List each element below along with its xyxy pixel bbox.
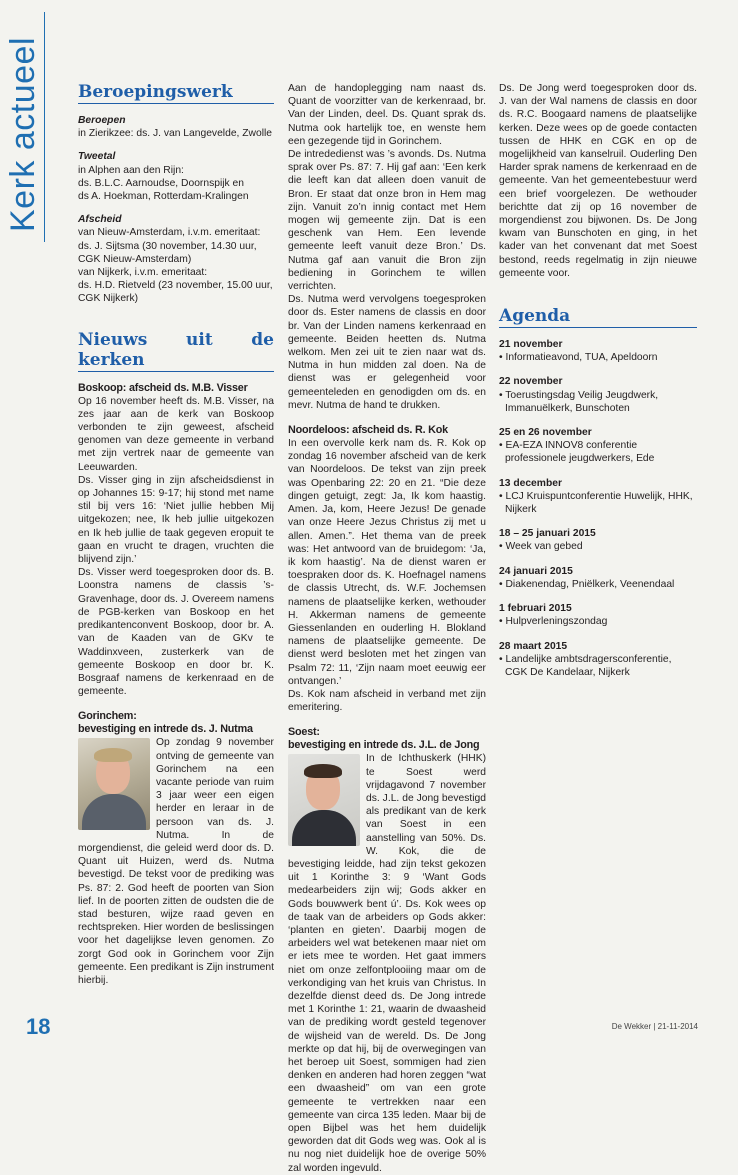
block-label: Beroepen [78,115,126,126]
photo-ds-de-jong [288,754,360,846]
block-line: van Nijkerk, i.v.m. emeritaat: [78,267,208,279]
block-line: ds. J. Sijtsma (30 november, 14.30 uur, [78,240,257,252]
article-title-noordeloos: Noordeloos: afscheid ds. R. Kok [288,424,448,437]
block-line: ds. B.L.C. Aarnoudse, Doornspijk en [78,177,244,189]
article-paragraph: Ds. Visser ging in zijn afscheidsdienst in op Johannes 15: 9-17; hij stond met name stil bij vers 16: ‘Niet jullie hebben Mij uitgekozen; nee, Ik heb jullie uitgekozen en Ik heb jullie de taak gegeven eropuit te gaan en vrucht te dragen, vruchten die blijvend zijn.’ [78,474,274,566]
block-label: Afscheid [78,214,122,226]
article-title-boskoop: Boskoop: afscheid ds. M.B. Visser [78,381,248,394]
agenda-line: CGK De Kandelaar, Nijkerk [505,666,630,678]
agenda-date: 21 november [499,339,563,351]
agenda-line: professionele jeugdwerkers, Ede [505,453,655,465]
agenda-item [499,426,697,466]
block-line: ds. H.D. Rietveld (23 november, 15.00 uur, [78,280,273,292]
block-line: van Nieuw-Amsterdam, i.v.m. emeritaat: [78,227,261,239]
agenda-item [499,527,697,553]
block-line: ds A. Hoekman, Rotterdam-Kralingen [78,191,249,203]
article-title-gorinchem-2: bevestiging en intrede ds. J. Nutma [78,723,253,736]
article-title-soest-2: bevestiging en intrede ds. J.L. de Jong [288,739,480,752]
section-tag: Kerk actueel [4,37,42,232]
agenda-line: • LCJ Kruispuntconferentie Huwelijk, HHK, [499,490,693,502]
block-line: in Zierikzee: ds. J. van Langevelde, Zwolle [78,128,273,140]
agenda-line: • Landelijke ambtsdragersconferentie, [499,653,672,665]
agenda-date: 13 december [499,477,562,489]
article-paragraph: Ds. De Jong werd toegesproken door ds. J. van der Wal namens de classis en door ds. R.C. Boogaard namens de plaatselijke kerken. Deze wees op de goede contacten tussen de HHK en CGK en op de mogelijkheid van kanselruil. Ouderling Den Harder sprak namens de kerkenraad en de gemeente. Van het gemeentebestuur werd een brief voorgelezen. De wethouder berichtte dat zij op 16 november de morgendienst zou bijwonen. Ds. De Jong kwam van Bunschoten en ging, in het kader van het convenant dat met Soest bestond, reeds regelmatig in zijn nieuwe gemeente voor. [499,83,697,279]
article-paragraph: Aan de handoplegging nam naast ds. Quant de voorzitter van de kerkenraad, br. Van der Linden, deel. Ds. Quant sprak ds. Nutma ook hartelijk toe, en wenste hem een gezegende tijd in Gorinchem. [288,83,486,147]
beroepingswerk-block [78,213,274,305]
agenda-item [499,375,697,415]
section-divider-line [44,12,45,242]
agenda-line: • EA-EZA INNOV8 conferentie [499,440,638,452]
agenda-date: 18 – 25 januari 2015 [499,528,596,540]
agenda-line: • Toerustingsdag Veilig Jeugdwerk, [499,389,659,401]
agenda-date: 1 februari 2015 [499,603,572,615]
article-paragraph: Ds. Visser werd toegesproken door ds. B. Loonstra namens de classis ’s-Gravenhage, door ds. J. Overeem namens de PGB-kerken van Boskoop en het predikantenconvent Boskoop, door br. A. van de Kaaden van de GKv te Waddinxveen, zusterkerk van de gemeente Boskoop en door br. K. Bosgraaf namens de kerkenraad en de gemeente. [78,567,274,698]
beroepingswerk-blocks [78,114,274,306]
article-paragraph: Ds. Kok nam afscheid in verband met zijn emeritering. [288,688,486,714]
article-paragraph: Op 16 november heeft ds. M.B. Visser, na zes jaar aan de kerk van Boskoop verbonden te zijn geweest, afscheid genomen van deze gemeente in verband met zijn vertrek naar de gemeente van Leeuwarden. [78,395,274,473]
agenda-line: • Informatieavond, TUA, Apeldoorn [499,352,658,364]
article-paragraph: In een overvolle kerk nam ds. R. Kok op zondag 16 november afscheid van de kerk van Noordeloos. De tekst van zijn preek was Openbaring 22: 20 en 21. “Die deze dingen getuigt, zegt: Ja, Ik kom haastig. Amen. Ja, kom, Heere Jezus! De genade van onze Heere Jezus Christus zij met u allen. Amen.”. Het thema van de preek was: Het antwoord van de bruidegom: ‘Ja, ik kom haastig’. Na de dienst waren er toespraken door ds. K. Hoefnagel namens de classis Utrecht, ds. W.F. Jochemsen namens de plaatselijke kerken, wethouder H. Akkerman namens de gemeente Giessenlanden en ouderling H. Blokland namens de plaatselijke gemeente. De dienst werd besloten met het zingen van Psalm 72: 11, ‘Zijn naam moet eeuwig eer ontvangen.’ [288,438,486,687]
article-title-soest-1: Soest: [288,726,320,739]
agenda-heading: Agenda [499,306,697,328]
article-paragraph: De intrededienst was ’s avonds. Ds. Nutma sprak over Ps. 87: 7. Hij gaf aan: ‘Een kerk die leeft kan dat alleen doen vanuit de Bron. Er staat dat onze bron in Hem mag zijn. Vanuit zo’n innig contact met Hem mogen wij gemeente zijn. Dat is een geschenk van Hem. Een levende gemeente leeft vanuit deze Bron.’ Ds. Nutma gaf aan vanuit die Bron zijn bediening in Gorinchem te willen verrichten. [288,149,486,293]
agenda-list [499,338,697,679]
agenda-date: 25 en 26 november [499,427,592,439]
agenda-date: 28 maart 2015 [499,640,568,652]
block-label: Tweetal [78,151,116,163]
block-line: CGK Nieuw-Amsterdam) [78,253,192,265]
beroepingswerk-block [78,114,274,140]
block-line: CGK Nijkerk) [78,293,139,305]
article-paragraph: Ds. Nutma werd vervolgens toegesproken door ds. Ester namens de classis en door br. Van der Linden namens kerkenraad en gemeente. Beiden heetten ds. Nutma welkom. Men zei uit te zien naar wat ds. Nutma in hun midden zal doen. Na de dienst was er gelegenheid voor gemeenteleden en genodigden om ds. en mevr. Nutma de hand te drukken. [288,294,486,411]
agenda-line: • Hulpverleningszondag [499,616,608,628]
page-number: 18 [26,1014,51,1039]
block-line: in Alphen aan den Rijn: [78,164,184,176]
agenda-line: • Diakenendag, Pniëlkerk, Veenendaal [499,578,675,590]
article-paragraph: Op zondag 9 november ontving de gemeente van Gorinchem na een vacante periode van ruim 3 jaar weer een eigen herder en leraar in de persoon van ds. J. Nutma. In de morgendienst, die geleid werd door ds. D. Quant uit Huizen, werd ds. Nutma bevestigd. De tekst voor de prediking was Ps. 87: 2. God heeft de poorten van Sion lief. In de poorten zitten de oudsten die de stad besturen, wijze raad geven en rechtspreken. Hier worden de beslissingen voor het dagelijkse leven genomen. Zo zorgt God ook in Gorinchem voor Zijn gemeente. Een predikant is Zijn instrument hierbij. [78,737,274,986]
column-1 [78,82,274,987]
agenda-date: 22 november [499,376,563,388]
beroepingswerk-block [78,150,274,203]
agenda-line: Immanuëlkerk, Bunschoten [505,402,630,414]
agenda-date: 24 januari 2015 [499,565,573,577]
column-2 [288,82,486,1175]
agenda-item [499,602,697,628]
agenda-item [499,338,697,364]
agenda-item [499,477,697,517]
article-title-gorinchem-1: Gorinchem: [78,710,137,723]
publication-footer: De Wekker | 21-11-2014 [611,1022,698,1031]
agenda-line: Nijkerk [505,504,537,516]
photo-ds-nutma [78,738,150,830]
agenda-line: • Week van gebed [499,541,583,553]
agenda-item [499,640,697,680]
beroepingswerk-heading: Beroepingswerk [78,82,274,104]
article-paragraph-soest: In de Ichthuskerk (HHK) te Soest werd vrijdagavond 7 november ds. J.L. de Jong bevestigd als predikant van de kerk van Soest in een aanstelling van 50%. Ds. W. Kok, die de bevestiging leidde, had zijn tekst gekozen uit 1 Korinthe 3: 9 ‘Want Gods medearbeiders zijn wij; Gods akker en Gods bouwwerk bent ú’. Ds. Kok wees op de taak van de arbeiders op Gods akker: ‘planten en gieten’. Daarbij mogen de arbeiders wel wat betekenen maar niet om er iets mee te worden. Het gaat immers niet om onze zelfontplooiing maar om de verkondiging van het kruis van Christus. In dezelfde dienst deed ds. De Jong intrede met 1 Korinthe 1: 21, waarin de dwaasheid van de prediking wordt gesteld tegenover de wijsheid van de wereld. Ds. De Jong merkte op dat hij, bij de overwegingen van het beroep uit Soest, sommigen had zien denken en anderen had horen zeggen “wat een dwaasheid” om van een grote gemeente te vertrekken naar een gemeente van circa 135 leden. Maar bij de open Bijbel was het hem duidelijk geworden dat dit Gods weg was. Ook al is nu nog niet duidelijk hoe de overige 50% zal worden ingevuld. [288,753,486,1174]
agenda-item [499,565,697,591]
column-3 [499,82,697,690]
nieuws-heading: Nieuws uit de kerken [78,329,274,370]
